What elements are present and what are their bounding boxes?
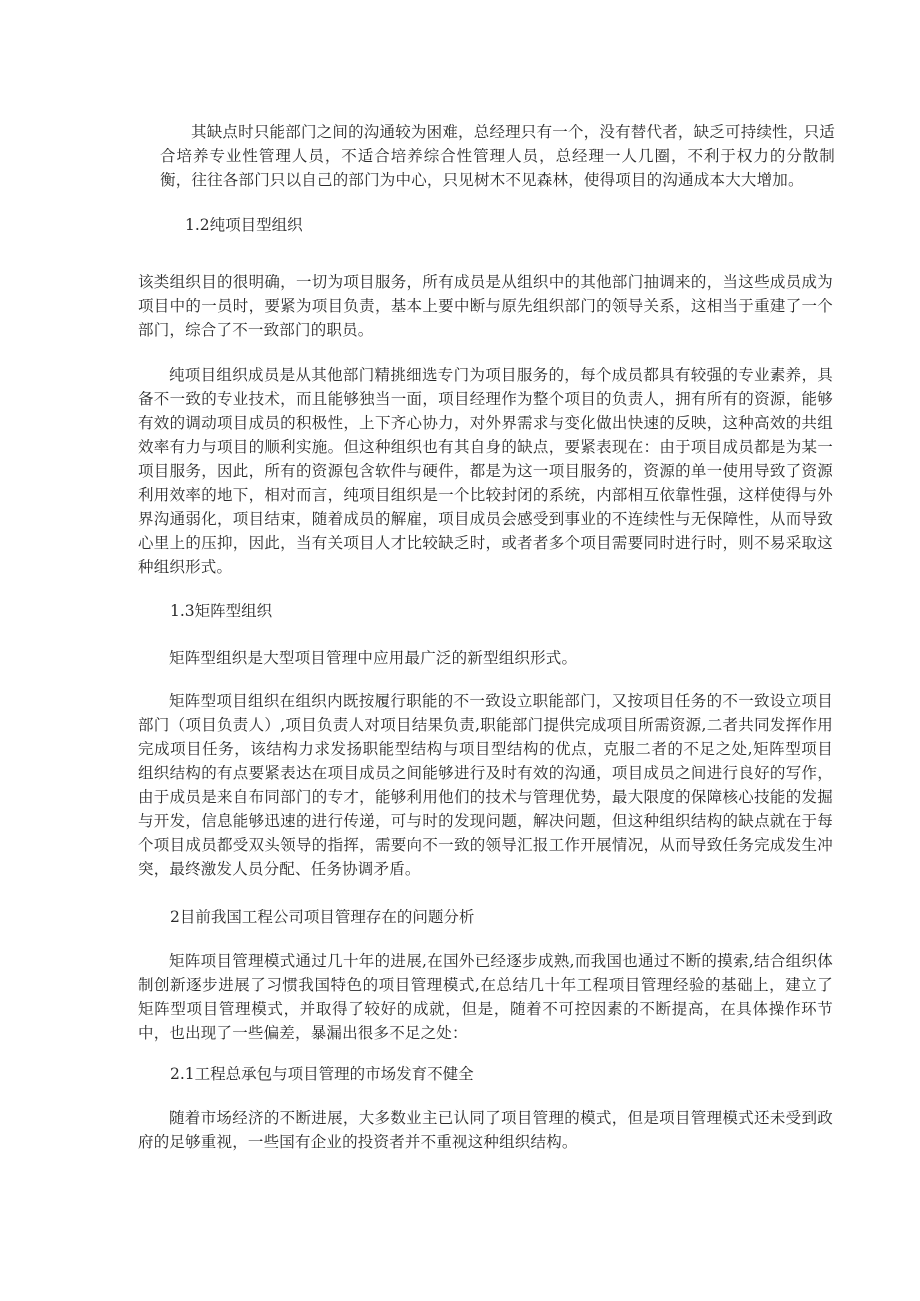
- paragraph-drawbacks: 其缺点时只能部门之间的沟通较为困难，总经理只有一个，没有替代者，缺乏可持续性，只适合培养专业性管理人员，不适合培养综合性管理人员，总经理一人几圈，不利于权力的分散制衡，往往各部门只以自己的部门为中心，只见树木不见森林，使得项目的沟通成本大大增加。: [160, 123, 835, 189]
- paragraph-matrix-intro: 矩阵型组织是大型项目管理中应用最广泛的新型组织形式。: [169, 649, 578, 667]
- paragraph-market-immaturity: 随着市场经济的不断进展，大多数业主已认同了项目管理的模式，但是项目管理模式还未受到政府的足够重视，一些国有企业的投资者并不重视这种组织结构。: [138, 1109, 833, 1151]
- paragraph-problem-analysis: 矩阵项目管理模式通过几十年的进展,在国外已经逐步成熟,而我国也通过不断的摸索,结合组织体制创新逐步进展了习惯我国特色的项目管理模式,在总结几十年工程项目管理经验的基础上，建立了矩阵型项目管理模式，并取得了较好的成就，但是，随着不可控因素的不断提高，在具体操作环节中，也出现了一些偏差，暴漏出很多不足之处：: [138, 952, 833, 1042]
- paragraph-matrix-detail: 矩阵型项目组织在组织内既按履行职能的不一致设立职能部门，又按项目任务的不一致设立项目部门（项目负责人）,项目负责人对项目结果负责,职能部门提供完成项目所需资源,二者共同发挥作用完成项目任务，该结构力求发扬职能型结构与项目型结构的优点，克服二者的不足之处,矩阵型项目组织结构的有点要紧表达在项目成员之间能够进行及时有效的沟通，项目成员之间进行良好的写作，由于成员是来自布同部门的专才，能够利用他们的技术与管理优势，最大限度的保障核心技能的发掘与开发，信息能够迅速的进行传递，可与时的发现问题，解决问题，但这种组织结构的缺点就在于每个项目成员都受双头领导的指挥，需要向不一致的领导汇报工作开展情况，从而导致任务完成发生冲突，最终激发人员分配、任务协调矛盾。: [138, 692, 833, 878]
- section-heading-1-3: 1.3矩阵型组织: [170, 602, 273, 620]
- section-heading-1-2: 1.2纯项目型组织: [185, 216, 303, 234]
- paragraph-pure-project-intro: 该类组织目的很明确，一切为项目服务，所有成员是从组织中的其他部门抽调来的，当这些成员成为项目中的一员时，要紧为项目负责，基本上要中断与原先组织部门的领导关系，这相当于重建了一个部门，综合了不一致部门的职员。: [138, 273, 833, 339]
- section-heading-2: 2目前我国工程公司项目管理存在的问题分析: [170, 908, 475, 926]
- paragraph-pure-project-detail: 纯项目组织成员是从其他部门精挑细选专门为项目服务的，每个成员都具有较强的专业素养，具备不一致的专业技术，而且能够独当一面，项目经理作为整个项目的负责人，拥有所有的资源，能够有效的调动项目成员的积极性，上下齐心协力，对外界需求与变化做出快速的反映，这种高效的共组效率有力与项目的顺利实施。但这种组织也有其自身的缺点，要紧表现在：由于项目成员都是为某一项目服务，因此，所有的资源包含软件与硬件，都是为这一项目服务的，资源的单一使用导致了资源利用效率的地下，相对而言，纯项目组织是一个比较封闭的系统，内部相互依靠性强，这样使得与外界沟通弱化，项目结束，随着成员的解雇，项目成员会感受到事业的不连续性与无保障性，从而导致心里上的压抑，因此，当有关项目人才比较缺乏时，或者者多个项目需要同时进行时，则不易采取这种组织形式。: [138, 366, 833, 576]
- section-heading-2-1: 2.1工程总承包与项目管理的市场发育不健全: [170, 1065, 474, 1083]
